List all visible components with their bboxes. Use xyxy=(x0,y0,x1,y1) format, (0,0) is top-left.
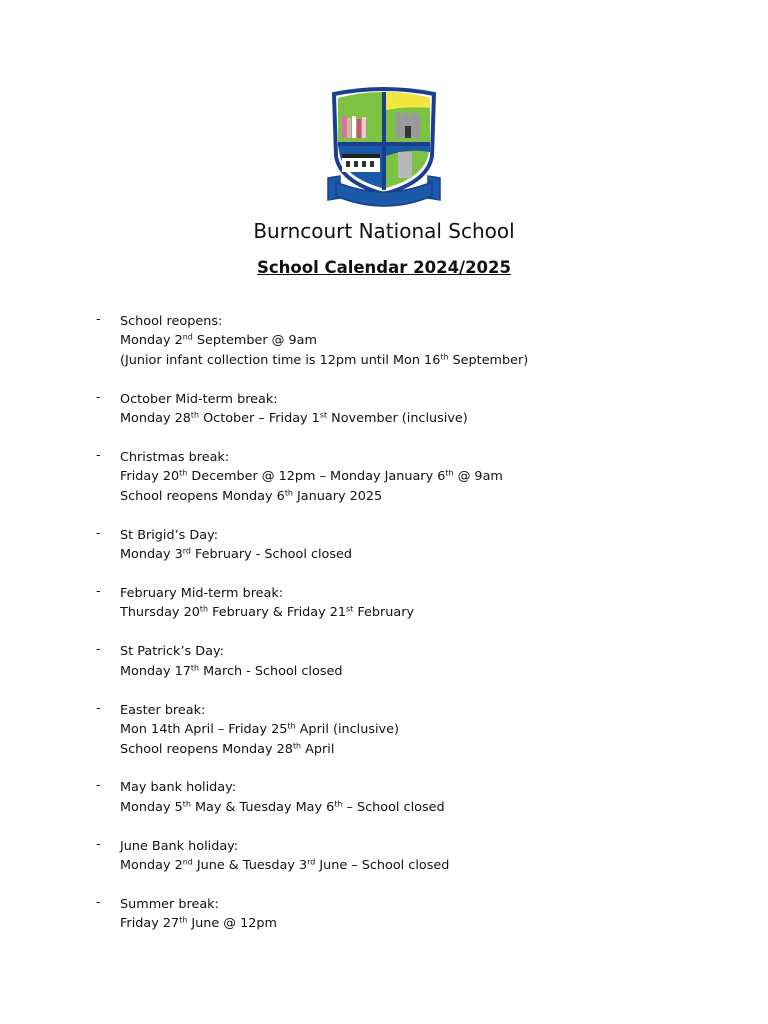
event-item xyxy=(96,895,736,934)
event-heading: Christmas break: xyxy=(120,450,230,466)
bullet-dash: - xyxy=(96,584,101,600)
event-heading: February Mid-term break: xyxy=(120,586,284,602)
event-item xyxy=(96,584,736,623)
event-item xyxy=(96,642,736,681)
ordinal-suffix: th xyxy=(190,663,200,673)
bullet-dash: - xyxy=(96,642,101,658)
event-detail: (Junior infant collection time is 12pm until Mon 16th September) xyxy=(120,352,529,368)
ordinal-suffix: st xyxy=(319,410,328,420)
ordinal-suffix: th xyxy=(445,469,454,479)
ordinal-suffix: th xyxy=(292,741,302,751)
event-item xyxy=(96,526,736,565)
event-detail: Friday 20th December @ 12pm – Monday January 6th @ 9am xyxy=(120,469,503,485)
bullet-dash: - xyxy=(96,778,101,794)
event-item xyxy=(96,778,736,817)
ordinal-suffix: th xyxy=(190,410,200,420)
bullet-dash: - xyxy=(96,895,101,911)
event-detail: Monday 5th May & Tuesday May 6th – School closed xyxy=(120,799,445,815)
ordinal-suffix: rd xyxy=(182,546,191,556)
ordinal-suffix: th xyxy=(182,799,191,809)
ordinal-suffix: nd xyxy=(182,333,193,343)
bullet-dash: - xyxy=(96,389,101,405)
school-name: Burncourt National School xyxy=(253,219,515,243)
ordinal-suffix: th xyxy=(179,916,188,926)
bullet-dash: - xyxy=(96,448,101,464)
event-heading: Summer break: xyxy=(120,897,219,913)
ordinal-suffix: th xyxy=(287,721,296,731)
ordinal-suffix: th xyxy=(440,352,449,362)
bullet-dash: - xyxy=(96,312,101,327)
ordinal-suffix: th xyxy=(284,488,293,498)
bullet-dash: - xyxy=(96,525,101,541)
school-crest xyxy=(324,86,444,210)
event-heading: St Patrick’s Day: xyxy=(120,644,224,660)
ordinal-suffix: rd xyxy=(307,857,316,867)
event-heading: October Mid-term break: xyxy=(120,391,278,407)
school-crest-icon xyxy=(324,86,444,210)
event-detail: Mon 14th April – Friday 25th April (inclusive) xyxy=(120,721,399,738)
ordinal-suffix: st xyxy=(346,605,354,615)
event-heading: May bank holiday: xyxy=(120,780,237,796)
event-detail: Monday 2nd June & Tuesday 3rd June – School closed xyxy=(120,857,450,874)
bullet-dash: - xyxy=(96,700,101,716)
bullet-dash: - xyxy=(96,836,101,852)
ordinal-suffix: nd xyxy=(182,857,193,867)
event-heading: St Brigid’s Day: xyxy=(120,527,219,543)
event-detail: Monday 2nd September @ 9am xyxy=(120,333,317,349)
ordinal-suffix: th xyxy=(334,799,343,809)
event-list xyxy=(96,312,736,953)
event-heading: Easter break: xyxy=(120,702,206,718)
event-detail: School reopens Monday 28th April xyxy=(120,741,335,757)
event-item xyxy=(96,390,736,429)
event-item xyxy=(96,837,736,876)
event-item xyxy=(96,448,736,506)
calendar-title: School Calendar 2024/2025 xyxy=(256,258,512,277)
event-heading: School reopens: xyxy=(120,314,223,329)
event-item xyxy=(96,312,736,370)
event-detail: School reopens Monday 6th January 2025 xyxy=(120,488,383,504)
event-detail: Monday 17th March - School closed xyxy=(120,663,343,679)
event-item xyxy=(96,701,736,759)
event-detail: Monday 28th October – Friday 1st November (inclusive) xyxy=(120,410,468,427)
event-detail: Thursday 20th February & Friday 21st February xyxy=(120,605,415,621)
ordinal-suffix: th xyxy=(199,605,208,615)
ordinal-suffix: th xyxy=(179,469,188,479)
event-heading: June Bank holiday: xyxy=(120,838,239,854)
event-detail: Friday 27th June @ 12pm xyxy=(120,916,278,932)
event-detail: Monday 3rd February - School closed xyxy=(120,546,353,563)
